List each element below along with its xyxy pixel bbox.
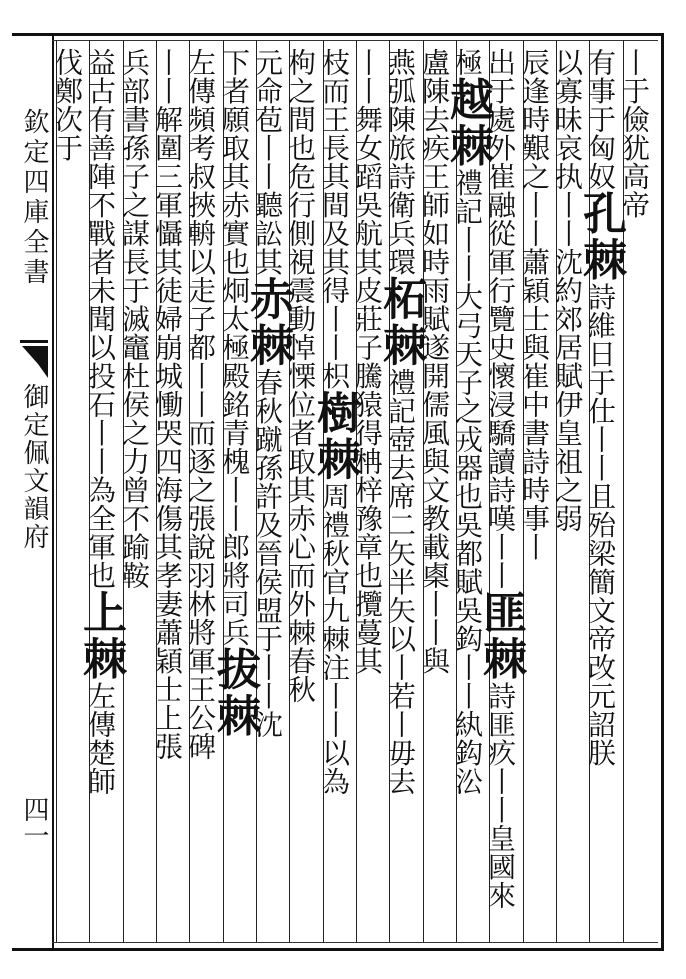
text-segment: 左傳頻考叔挾輈以走子都丨丨而逐之張說羽林將軍王公碑: [184, 48, 217, 761]
text-column: [551, 48, 587, 938]
text-segment: 有事于匈奴: [584, 48, 617, 191]
page-number: 四一: [19, 796, 49, 848]
text-segment: 以寡昧哀: [551, 48, 584, 162]
margin-rule: [52, 36, 54, 948]
text-segment: 伐鄭次于: [51, 48, 84, 162]
text-column: [442, 48, 493, 938]
text-segment: 左傳楚師: [84, 681, 117, 796]
headword-char: 棘: [309, 436, 360, 482]
headword-char: 棘: [75, 635, 126, 682]
text-segment: 禮記壺去席二矢半矢以丨若丨毋去: [384, 368, 417, 796]
text-column: [75, 48, 126, 938]
text-segment: 枝而王長其間及其得丨丨枳: [318, 48, 351, 390]
text-column: [618, 48, 654, 938]
inner-bottom-rule: [52, 942, 658, 943]
section-title: 御定佩文韻府: [19, 383, 49, 551]
column-rule: [56, 40, 57, 942]
headword-char: 柘: [375, 276, 426, 322]
headword-char: 棘: [475, 635, 526, 682]
headword-char: 樹: [309, 390, 360, 436]
fishtail-mark-icon: [18, 340, 50, 380]
text-segment: 其皮莊子騰猿得柟梓豫章也攬蔓其: [351, 247, 384, 675]
text-column: [184, 48, 220, 938]
text-column: [284, 48, 320, 938]
text-column: [575, 48, 626, 938]
headword-char: 棘: [442, 122, 493, 169]
text-segment: 枸之間也危行側視震動悼慄: [284, 48, 317, 390]
text-column: [51, 48, 87, 938]
text-segment: 燕弧陳旅詩衛兵環: [384, 48, 417, 276]
text-column: [518, 48, 554, 938]
text-segment: 元命苞丨丨聽訟其: [251, 48, 284, 276]
headword-char: 棘: [375, 322, 426, 368]
text-segment: 益古有善陣不戰者未聞以投石丨丨為全軍也: [84, 48, 117, 590]
text-column: [242, 48, 293, 938]
text-segment: 春秋蹴孫許及晉侯盟于丨丨沈: [251, 368, 284, 739]
text-segment: 詩匪疚丨丨皇國來: [484, 681, 517, 910]
headword-char: 棘: [242, 322, 293, 368]
headword-char: 赤: [242, 276, 293, 322]
text-segment: 丨丨舞女蹈吳航: [351, 48, 384, 248]
text-segment: 执丨丨沈約郊居賦伊皇祖之弱: [551, 162, 584, 533]
text-column: [151, 48, 187, 938]
text-segment: 下者願取其赤實也: [218, 48, 251, 276]
text-segment: 詩維日于仕丨丨且殆梁簡文帝改元詔朕: [584, 282, 617, 767]
text-column: [351, 48, 387, 938]
headword-char: 棘: [209, 692, 260, 739]
text-segment: 出于處外崔融從軍行覽史懷浸驕讀詩嘆丨丨: [484, 48, 517, 590]
text-segment: 丨丨解圍三軍懾其徒婦崩城慟哭四海傷其孝妻蕭穎士上張: [151, 48, 184, 761]
text-column: [418, 48, 454, 938]
text-column: [309, 48, 360, 938]
page-margin: [16, 48, 52, 938]
text-column: [209, 48, 260, 938]
text-segment: 禮記丨丨大弓天子之戎器也吳都賦吳鈎丨丨紈鈎㳂: [451, 168, 484, 796]
headword-char: 拔: [209, 646, 260, 693]
text-segment: 兵部書孫子之謀長于滅竈杜侯之力曾不踰鞍: [118, 48, 151, 590]
text-column: [118, 48, 154, 938]
inner-top-rule: [52, 40, 658, 41]
headword-char: 孔: [575, 190, 626, 237]
headword-char: 棘: [575, 236, 626, 283]
text-column: [375, 48, 426, 938]
text-segment: 位者取其赤心而外棘春秋: [284, 390, 317, 704]
text-column: [475, 48, 526, 938]
headword-char: 上: [75, 589, 126, 636]
text-segment: 周禮秋官九棘注丨丨以為: [318, 482, 351, 796]
text-segment: 丨于儉犹高帝: [618, 48, 651, 219]
book-title: 欽定四庫全書: [19, 108, 49, 288]
text-segment: 炯太極殿銘青槐丨丨郎將司兵: [218, 276, 251, 647]
text-segment: 極: [451, 48, 484, 77]
text-segment: 盧陳去疾王師如時雨賦遂開儒風與文教載㮚丨丨與: [418, 48, 451, 675]
headword-char: 匪: [475, 589, 526, 636]
headword-char: 越: [442, 76, 493, 123]
text-segment: 辰逢時艱之丨丨蕭穎士與崔中書詩時事丨: [518, 48, 551, 561]
